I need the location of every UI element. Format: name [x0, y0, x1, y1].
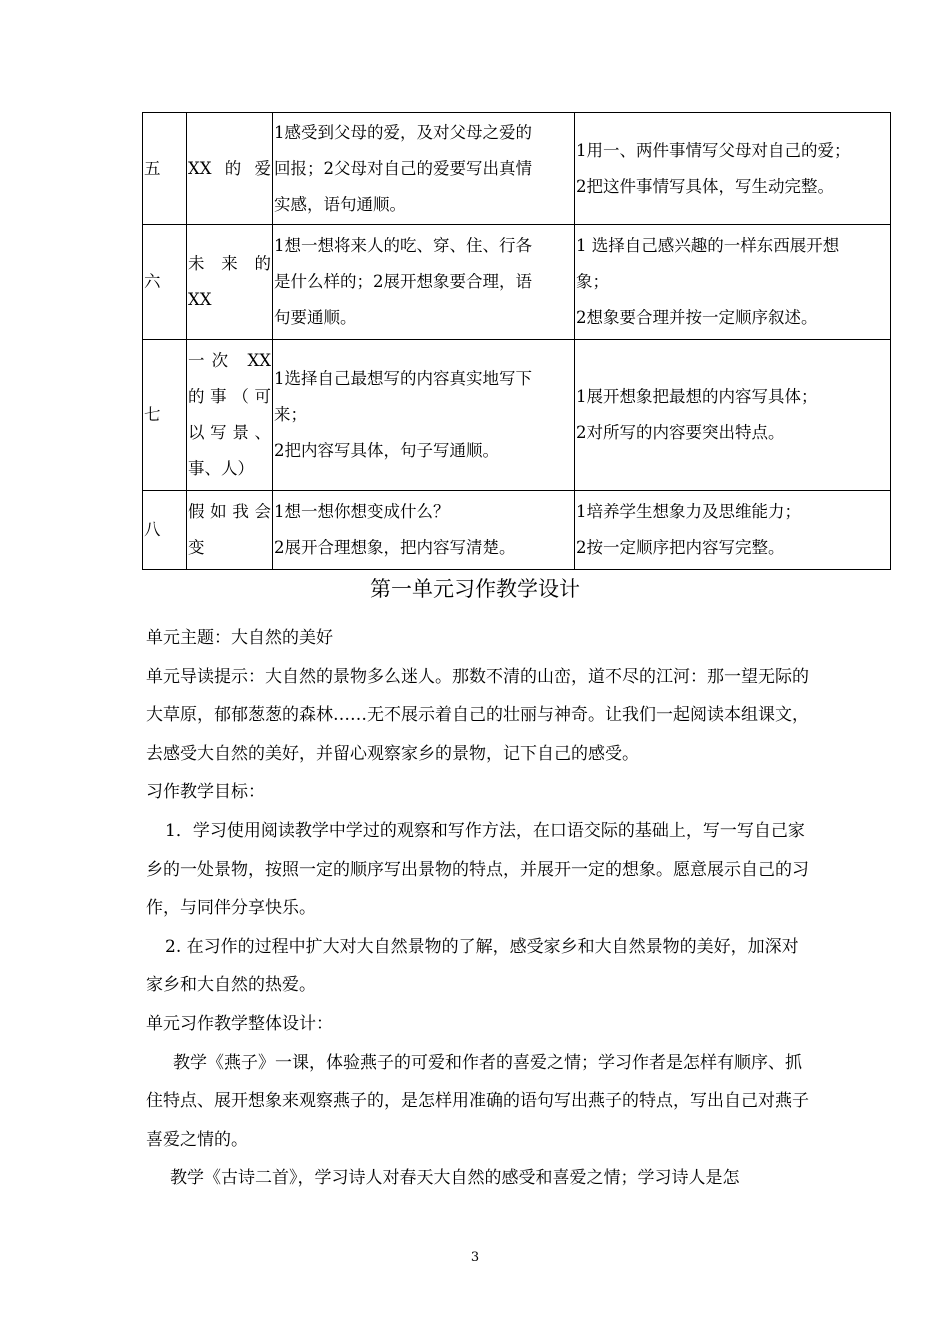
unit-theme: 单元主题：大自然的美好	[146, 628, 333, 648]
reading-guide: 单元导读提示：大自然的景物多么迷人。那数不清的山峦，道不尽的江河：那一望无际的大草原，郁郁葱葱的森林……无不展示着自己的壮丽与神奇。让我们一起阅读本组课文，去感受大自然的美好，并留心观察家乡的景物，记下自己的感受。	[146, 666, 809, 764]
topic-cell: XX的爱	[187, 113, 273, 225]
body-text	[146, 619, 810, 1198]
requirement-cell: 1选择自己最想写的内容真实地写下 来； 2把内容写具体，句子写通顺。	[273, 340, 575, 491]
requirement-cell: 1感受到父母的爱，及对父母之爱的 回报；2父母对自己的爱要写出真情 实感，语句通顺。	[273, 113, 575, 225]
goal-cell: 1展开想象把最想的内容写具体； 2对所写的内容要突出特点。	[575, 340, 891, 491]
writing-plan-table	[142, 112, 891, 570]
goal-cell: 1用一、两件事情写父母对自己的爱； 2把这件事情写具体，写生动完整。	[575, 113, 891, 225]
design-paragraph-1: 教学《燕子》一课，体验燕子的可爱和作者的喜爱之情；学习作者是怎样有顺序、抓住特点、展开想象来观察燕子的，是怎样用准确的语句写出燕子的特点，写出自己对燕子喜爱之情的。	[146, 1052, 809, 1150]
unit-cell: 六	[143, 225, 187, 340]
goal-item-2: 2. 在习作的过程中扩大对大自然景物的了解，感受家乡和大自然景物的美好，加深对家乡和大自然的热爱。	[146, 936, 799, 996]
unit-cell: 七	[143, 340, 187, 491]
goals-heading: 习作教学目标：	[146, 782, 265, 803]
topic-cell: 未来的 XX	[187, 225, 273, 340]
design-heading: 单元习作教学整体设计：	[146, 1013, 333, 1034]
section-title: 第一单元习作教学设计	[370, 577, 580, 601]
table-row	[143, 340, 891, 491]
topic-cell: 假如我会 变	[187, 491, 273, 570]
table-row	[143, 225, 891, 340]
page-number: 3	[470, 1250, 480, 1265]
table-row	[143, 113, 891, 225]
goal-item-1: 1．学习使用阅读教学中学过的观察和写作方法，在口语交际的基础上，写一写自己家乡的一处景物，按照一定的顺序写出景物的特点，并展开一定的想象。愿意展示自己的习作，与同伴分享快乐。	[146, 820, 809, 919]
requirement-cell: 1想一想你想变成什么？ 2展开合理想象，把内容写清楚。	[273, 491, 575, 570]
table-row	[143, 491, 891, 570]
requirement-cell: 1想一想将来人的吃、穿、住、行各 是什么样的；2展开想象要合理，语 句要通顺。	[273, 225, 575, 340]
unit-cell: 五	[143, 113, 187, 225]
topic-cell: 一次 XX 的事（可 以写景、 事、人）	[187, 340, 273, 491]
goal-cell: 1培养学生想象力及思维能力； 2按一定顺序把内容写完整。	[575, 491, 891, 570]
design-paragraph-2: 教学《古诗二首》，学习诗人对春天大自然的感受和喜爱之情；学习诗人是怎	[170, 1168, 740, 1189]
unit-cell: 八	[143, 491, 187, 570]
goal-cell: 1 选择自己感兴趣的一样东西展开想 象； 2想象要合理并按一定顺序叙述。	[575, 225, 891, 340]
